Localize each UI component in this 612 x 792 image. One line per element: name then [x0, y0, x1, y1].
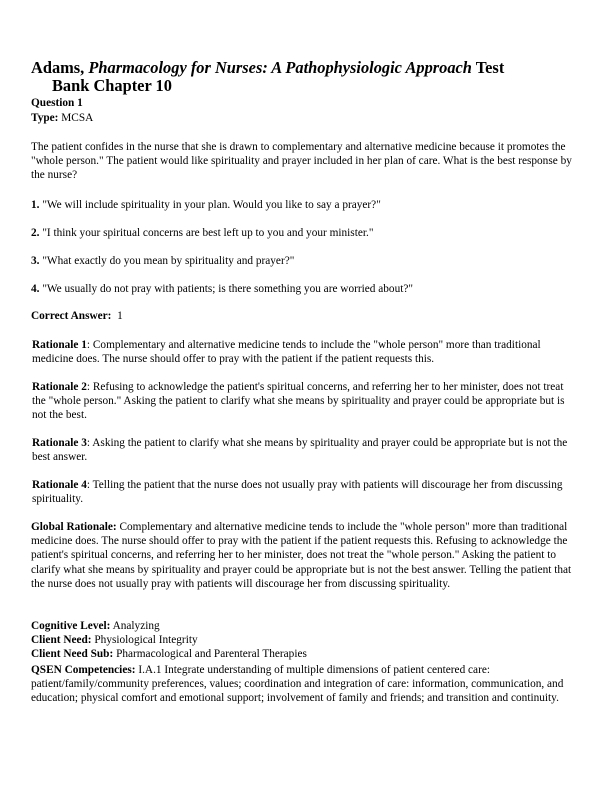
title-suffix: Test	[475, 58, 505, 77]
option-3	[31, 254, 579, 268]
global-rationale	[31, 520, 579, 591]
option-4	[31, 282, 579, 296]
question-type-value: MCSA	[61, 112, 94, 124]
option-4-number: 4.	[31, 283, 40, 295]
rationale-3	[31, 436, 580, 464]
correct-answer-label: Correct Answer:	[31, 310, 112, 322]
qsen-label: QSEN Competencies:	[31, 664, 136, 676]
correct-answer-value: 1	[117, 310, 123, 322]
rationale-4-text: : Telling the patient that the nurse does not usually pray with patients will discourage her from discussing spirituality.	[32, 479, 563, 506]
title-book: Pharmacology for Nurses: A Pathophysiologic Approach	[88, 58, 472, 77]
question-stem: The patient confides in the nurse that she is drawn to complementary and alternative medicine because it promotes the "whole person." The patient would like spirituality and prayer included in her plan of care. What is the best response by the nurse?	[31, 141, 572, 182]
option-3-number: 3.	[31, 255, 40, 267]
rationale-2-label: Rationale 2	[32, 381, 87, 393]
question-type	[31, 111, 579, 125]
option-1	[31, 198, 579, 212]
global-rationale-label: Global Rationale:	[31, 521, 117, 533]
rationale-4-label: Rationale 4	[32, 479, 87, 491]
rationale-2-text: : Refusing to acknowledge the patient's spiritual concerns, and referring her to her minister, does not treat the "whole person." Asking the patient to clarify what she means by spirituality and prayer could be appropriate but is not the best.	[32, 381, 565, 422]
client-need	[31, 633, 579, 647]
rationale-2	[31, 380, 580, 423]
client-need-label: Client Need:	[31, 634, 92, 646]
qsen-competencies	[31, 663, 579, 706]
global-rationale-text: Complementary and alternative medicine tends to include the "whole person" more than traditional medicine does. The nurse should offer to pray with the patient if the patient requests this. Refusing to acknowledge the patient's spiritual concerns, and referring her to her minister, does not treat the "whole person." Asking the patient to clarify what she means by spirituality and prayer could be appropriate but is not the best answer. Telling the patient that the nurse does not usually pray with patients will discourage her from discussing spirituality.	[31, 521, 572, 590]
rationale-1-label: Rationale 1	[32, 339, 87, 351]
question-type-label: Type:	[31, 112, 59, 124]
question-number-label: Question 1	[31, 97, 83, 109]
title-line-2: Bank Chapter 10	[52, 76, 172, 95]
client-need-sub-label: Client Need Sub:	[31, 648, 114, 660]
title-author: Adams,	[31, 58, 85, 77]
correct-answer	[31, 309, 579, 323]
title-line-1	[31, 59, 591, 77]
option-3-text: "What exactly do you mean by spirituality and prayer?"	[42, 255, 295, 267]
qsen-value: I.A.1 Integrate understanding of multiple dimensions of patient centered care: patient/family/community preferences, values; coordination and integration of care: information, communication, and education; physical comfort and emotional support; involvement of family and friends; and transition and continuity.	[31, 664, 564, 705]
rationale-1	[31, 338, 580, 366]
client-need-value: Physiological Integrity	[94, 634, 198, 646]
rationale-4	[31, 478, 580, 506]
option-2-number: 2.	[31, 227, 40, 239]
client-need-sub	[31, 647, 579, 661]
question-number	[31, 96, 579, 110]
cognitive-level	[31, 619, 579, 633]
option-4-text: "We usually do not pray with patients; is there something you are worried about?"	[42, 283, 413, 295]
cognitive-level-value: Analyzing	[112, 620, 160, 632]
cognitive-level-label: Cognitive Level:	[31, 620, 111, 632]
rationale-3-text: : Asking the patient to clarify what she means by spirituality and prayer could be appropriate but is not the best answer.	[32, 437, 568, 464]
option-2	[31, 226, 579, 240]
option-1-number: 1.	[31, 199, 40, 211]
rationale-1-text: : Complementary and alternative medicine tends to include the "whole person" more than traditional medicine does. The nurse should offer to pray with the patient if the patient requests this.	[32, 339, 541, 366]
option-2-text: "I think your spiritual concerns are best left up to you and your minister."	[42, 227, 374, 239]
option-1-text: "We will include spirituality in your plan. Would you like to say a prayer?"	[42, 199, 381, 211]
client-need-sub-value: Pharmacological and Parenteral Therapies	[116, 648, 307, 660]
document-title	[31, 59, 591, 95]
rationale-3-label: Rationale 3	[32, 437, 87, 449]
